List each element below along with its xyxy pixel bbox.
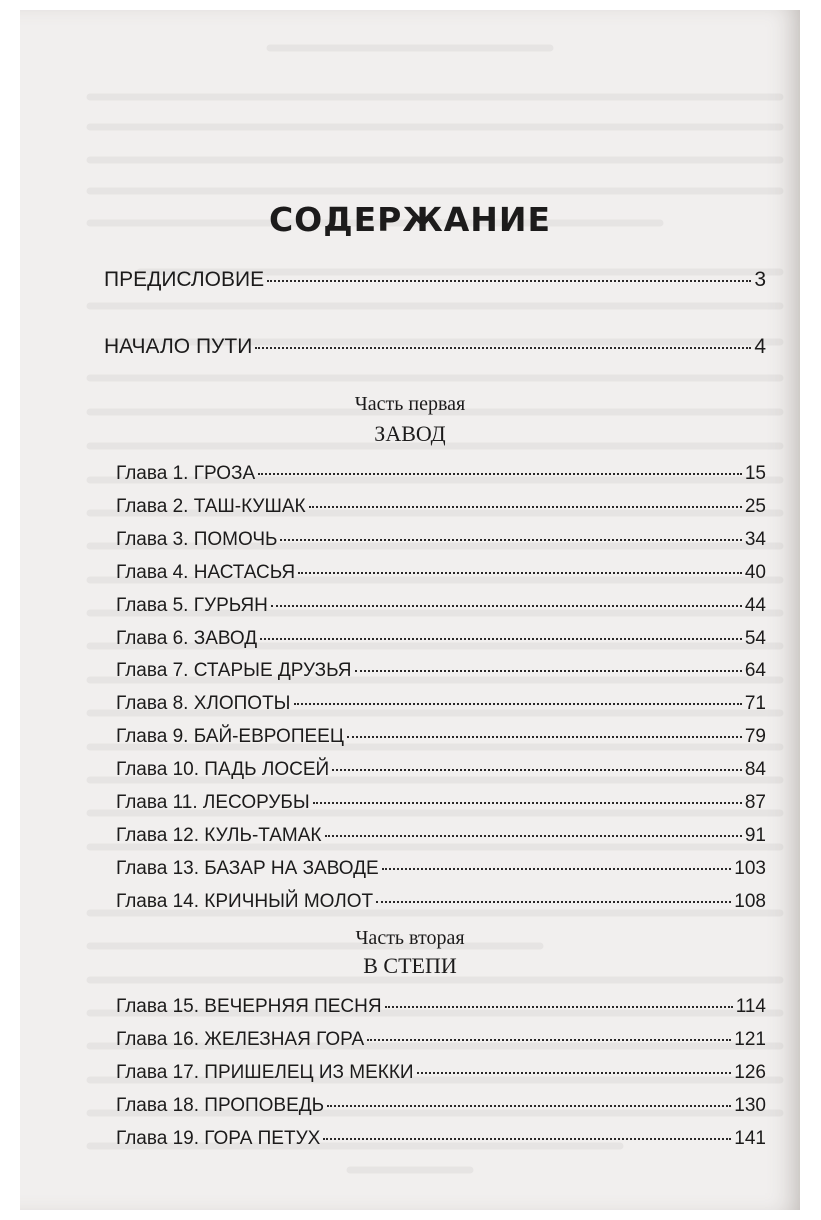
toc-page-number: 87 <box>744 792 766 813</box>
dot-leader <box>294 703 742 705</box>
dot-leader <box>258 473 742 475</box>
toc-page-number: 15 <box>744 463 766 484</box>
part-label: Часть вторая <box>355 927 465 949</box>
toc-entry-label: Глава 11. ЛЕСОРУБЫ <box>116 792 310 813</box>
dot-leader <box>382 868 732 870</box>
toc-page-number: 44 <box>744 595 766 616</box>
toc-entry-label: Глава 4. НАСТАСЬЯ <box>116 562 296 583</box>
toc-row-chapter[interactable] <box>116 891 766 913</box>
dot-leader <box>332 769 742 771</box>
toc-page-number: 91 <box>744 825 766 846</box>
toc-entry-label: ПРЕДИСЛОВИЕ <box>104 268 265 291</box>
toc-entry-label: Глава 5. ГУРЬЯН <box>116 595 268 616</box>
toc-row-chapter[interactable] <box>116 996 766 1018</box>
toc-row-chapter[interactable] <box>116 628 766 650</box>
toc-entry-label: Глава 15. ВЕЧЕРНЯЯ ПЕСНЯ <box>116 996 382 1017</box>
toc-row-chapter[interactable] <box>116 562 766 584</box>
toc-page-number: 25 <box>744 496 766 517</box>
dot-leader <box>417 1072 732 1074</box>
dot-leader <box>313 802 742 804</box>
toc-entry-label: Глава 9. БАЙ-ЕВРОПЕЕЦ <box>116 726 344 747</box>
toc-page-number: 114 <box>735 996 766 1017</box>
toc-page-number: 40 <box>744 562 766 583</box>
dot-leader <box>298 572 742 574</box>
dot-leader <box>267 280 751 282</box>
toc-page-number: 121 <box>734 1029 766 1050</box>
dot-leader <box>385 1006 733 1008</box>
dot-leader <box>260 638 742 640</box>
toc-row-chapter[interactable] <box>116 792 766 814</box>
toc-entry-label: Глава 10. ПАДЬ ЛОСЕЙ <box>116 759 330 780</box>
toc-entry-label: Глава 3. ПОМОЧЬ <box>116 529 278 550</box>
toc-entry-label: Глава 14. КРИЧНЫЙ МОЛОТ <box>116 891 374 912</box>
toc-row-front-matter[interactable] <box>104 268 766 292</box>
toc-page-number: 4 <box>754 335 766 358</box>
toc-page-number: 130 <box>734 1095 766 1116</box>
toc-entry-label: Глава 8. ХЛОПОТЫ <box>116 693 291 714</box>
toc-entry-label: Глава 6. ЗАВОД <box>116 628 258 649</box>
toc-page-number: 54 <box>744 628 766 649</box>
dot-leader <box>280 539 741 541</box>
toc-page-number: 64 <box>744 660 766 681</box>
toc-page-number: 103 <box>734 858 766 879</box>
book-page <box>20 10 800 1210</box>
toc-row-chapter[interactable] <box>116 858 766 880</box>
part-label: Часть первая <box>354 393 466 415</box>
toc-row-chapter[interactable] <box>116 463 766 485</box>
toc-row-chapter[interactable] <box>116 693 766 715</box>
toc-entry-label: Глава 19. ГОРА ПЕТУХ <box>116 1128 321 1149</box>
toc-page-number: 79 <box>744 726 766 747</box>
toc-row-front-matter[interactable] <box>104 335 766 359</box>
toc-page-number: 108 <box>734 891 766 912</box>
toc-entry-label: Глава 13. БАЗАР НА ЗАВОДЕ <box>116 858 379 879</box>
toc-row-chapter[interactable] <box>116 1062 766 1084</box>
toc-page-number: 71 <box>744 693 766 714</box>
toc-entry-label: Глава 2. ТАШ-КУШАК <box>116 496 306 517</box>
dot-leader <box>376 901 731 903</box>
toc-row-chapter[interactable] <box>116 660 766 682</box>
toc-entry-label: Глава 1. ГРОЗА <box>116 463 256 484</box>
toc-row-chapter[interactable] <box>116 726 766 748</box>
part-name: ЗАВОД <box>374 421 446 446</box>
dot-leader <box>367 1039 731 1041</box>
toc-entry-label: Глава 16. ЖЕЛЕЗНАЯ ГОРА <box>116 1029 365 1050</box>
toc-row-chapter[interactable] <box>116 1095 766 1117</box>
toc-row-chapter[interactable] <box>116 595 766 617</box>
dot-leader <box>271 605 742 607</box>
page-title: СОДЕРЖАНИЕ <box>268 200 552 239</box>
toc-page-number: 3 <box>754 268 766 291</box>
toc-row-chapter[interactable] <box>116 1029 766 1051</box>
toc-page-number: 141 <box>734 1128 766 1149</box>
toc-entry-label: Глава 12. КУЛЬ-ТАМАК <box>116 825 322 846</box>
toc-entry-label: Глава 17. ПРИШЕЛЕЦ ИЗ МЕККИ <box>116 1062 414 1083</box>
toc-row-chapter[interactable] <box>116 529 766 551</box>
toc-entry-label: Глава 18. ПРОПОВЕДЬ <box>116 1095 325 1116</box>
dot-leader <box>255 347 751 349</box>
toc-row-chapter[interactable] <box>116 496 766 518</box>
toc-page-number: 34 <box>744 529 766 550</box>
part-name: В СТЕПИ <box>363 953 457 978</box>
dot-leader <box>347 736 742 738</box>
toc-page-number: 126 <box>734 1062 766 1083</box>
toc-row-chapter[interactable] <box>116 759 766 781</box>
toc-row-chapter[interactable] <box>116 1128 766 1150</box>
toc-entry-label: НАЧАЛО ПУТИ <box>104 335 253 358</box>
dot-leader <box>325 835 742 837</box>
toc-row-chapter[interactable] <box>116 825 766 847</box>
toc-entry-label: Глава 7. СТАРЫЕ ДРУЗЬЯ <box>116 660 352 681</box>
dot-leader <box>327 1105 731 1107</box>
dot-leader <box>355 670 742 672</box>
dot-leader <box>309 506 742 508</box>
toc-page-number: 84 <box>744 759 766 780</box>
dot-leader <box>323 1138 731 1140</box>
